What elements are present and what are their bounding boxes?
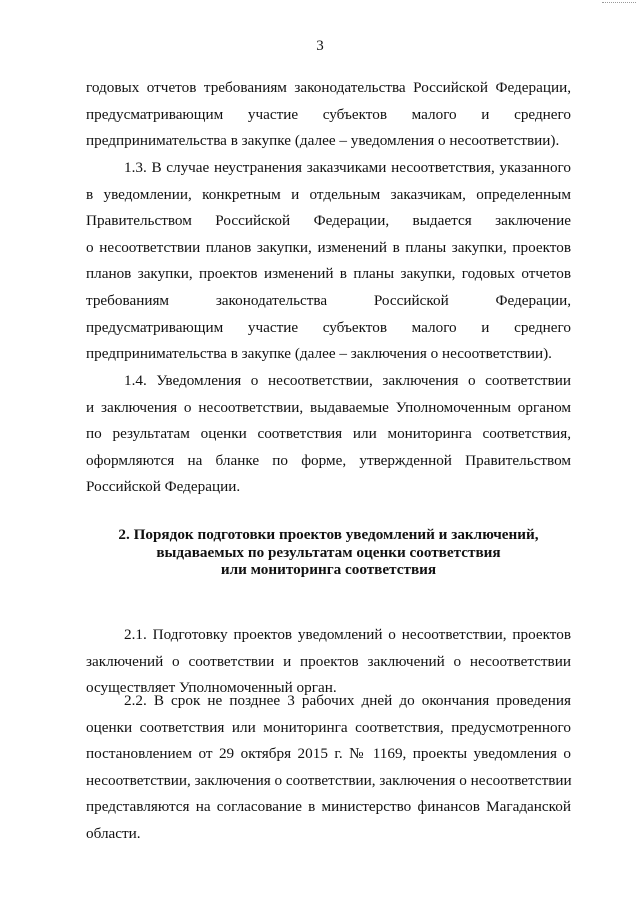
text-line: предусматривающим участие субъектов малого и среднего [86,105,571,123]
text-line: заключений о соответствии и проектов заключений о несоответствии [86,652,571,670]
paragraph-1-3 [86,155,571,368]
page-number: 3 [316,38,324,54]
text-line: требованиям законодательства Российской Федерации, [86,291,571,309]
text-line: 2.1. Подготовку проектов уведомлений о несоответствии, проектов [124,626,571,643]
text-line: годовых отчетов требованиям законодательства Российской Федерации, [86,79,571,96]
text-line: Правительством Российской Федерации, выдается заключение [86,212,571,230]
paragraph-2-2 [86,688,571,848]
text-line: 2.2. В срок не позднее 3 рабочих дней до окончания проведения [124,692,571,709]
text-line: планов закупки, проектов изменений в планы закупки, годовых отчетов [86,265,571,283]
text-line: Российской Федерации. [86,478,241,496]
scan-artifact [602,2,636,4]
text-line: предусматривающим участие субъектов малого и среднего [86,318,571,336]
heading-line: или мониторинга соответствия [220,561,437,578]
text-line: оформляются на бланке по форме, утвержденной Правительством [86,451,571,469]
text-line: 1.3. В случае неустранения заказчиками несоответствия, указанного [124,159,571,176]
heading-line: выдаваемых по результатам оценки соответствия [156,543,501,561]
text-line: 1.4. Уведомления о несоответствии, заключения о соответствии [124,372,571,389]
text-line: предпринимательства в закупке (далее – уведомления о несоответствии). [86,132,560,150]
section-2-heading [86,526,571,579]
heading-line: 2. Порядок подготовки проектов уведомлений и заключений, [118,526,539,543]
text-line: предпринимательства в закупке (далее – заключения о несоответствии). [86,345,552,363]
paragraph-continuation [86,75,571,155]
text-line: области. [86,824,141,842]
text-line: о несоответствии планов закупки, изменений в планы закупки, проектов [86,238,571,256]
text-line: представляются на согласование в министерство финансов Магаданской [86,798,571,816]
text-line: в уведомлении, конкретным и отдельным заказчикам, определенным [86,185,571,203]
text-line: оценки соответствия или мониторинга соответствия, предусмотренного [86,718,571,736]
paragraph-1-4 [86,368,571,501]
text-line: осуществляет Уполномоченный орган. [86,679,337,697]
text-line: и заключения о несоответствии, выдаваемые Уполномоченным органом [86,398,571,416]
text-line: несоответствии, заключения о соответствии, заключения о несоответствии [86,771,572,789]
text-line: постановлением от 29 октября 2015 г. № 1169, проекты уведомления о [86,745,571,763]
text-line: по результатам оценки соответствия или мониторинга соответствия, [86,425,571,443]
